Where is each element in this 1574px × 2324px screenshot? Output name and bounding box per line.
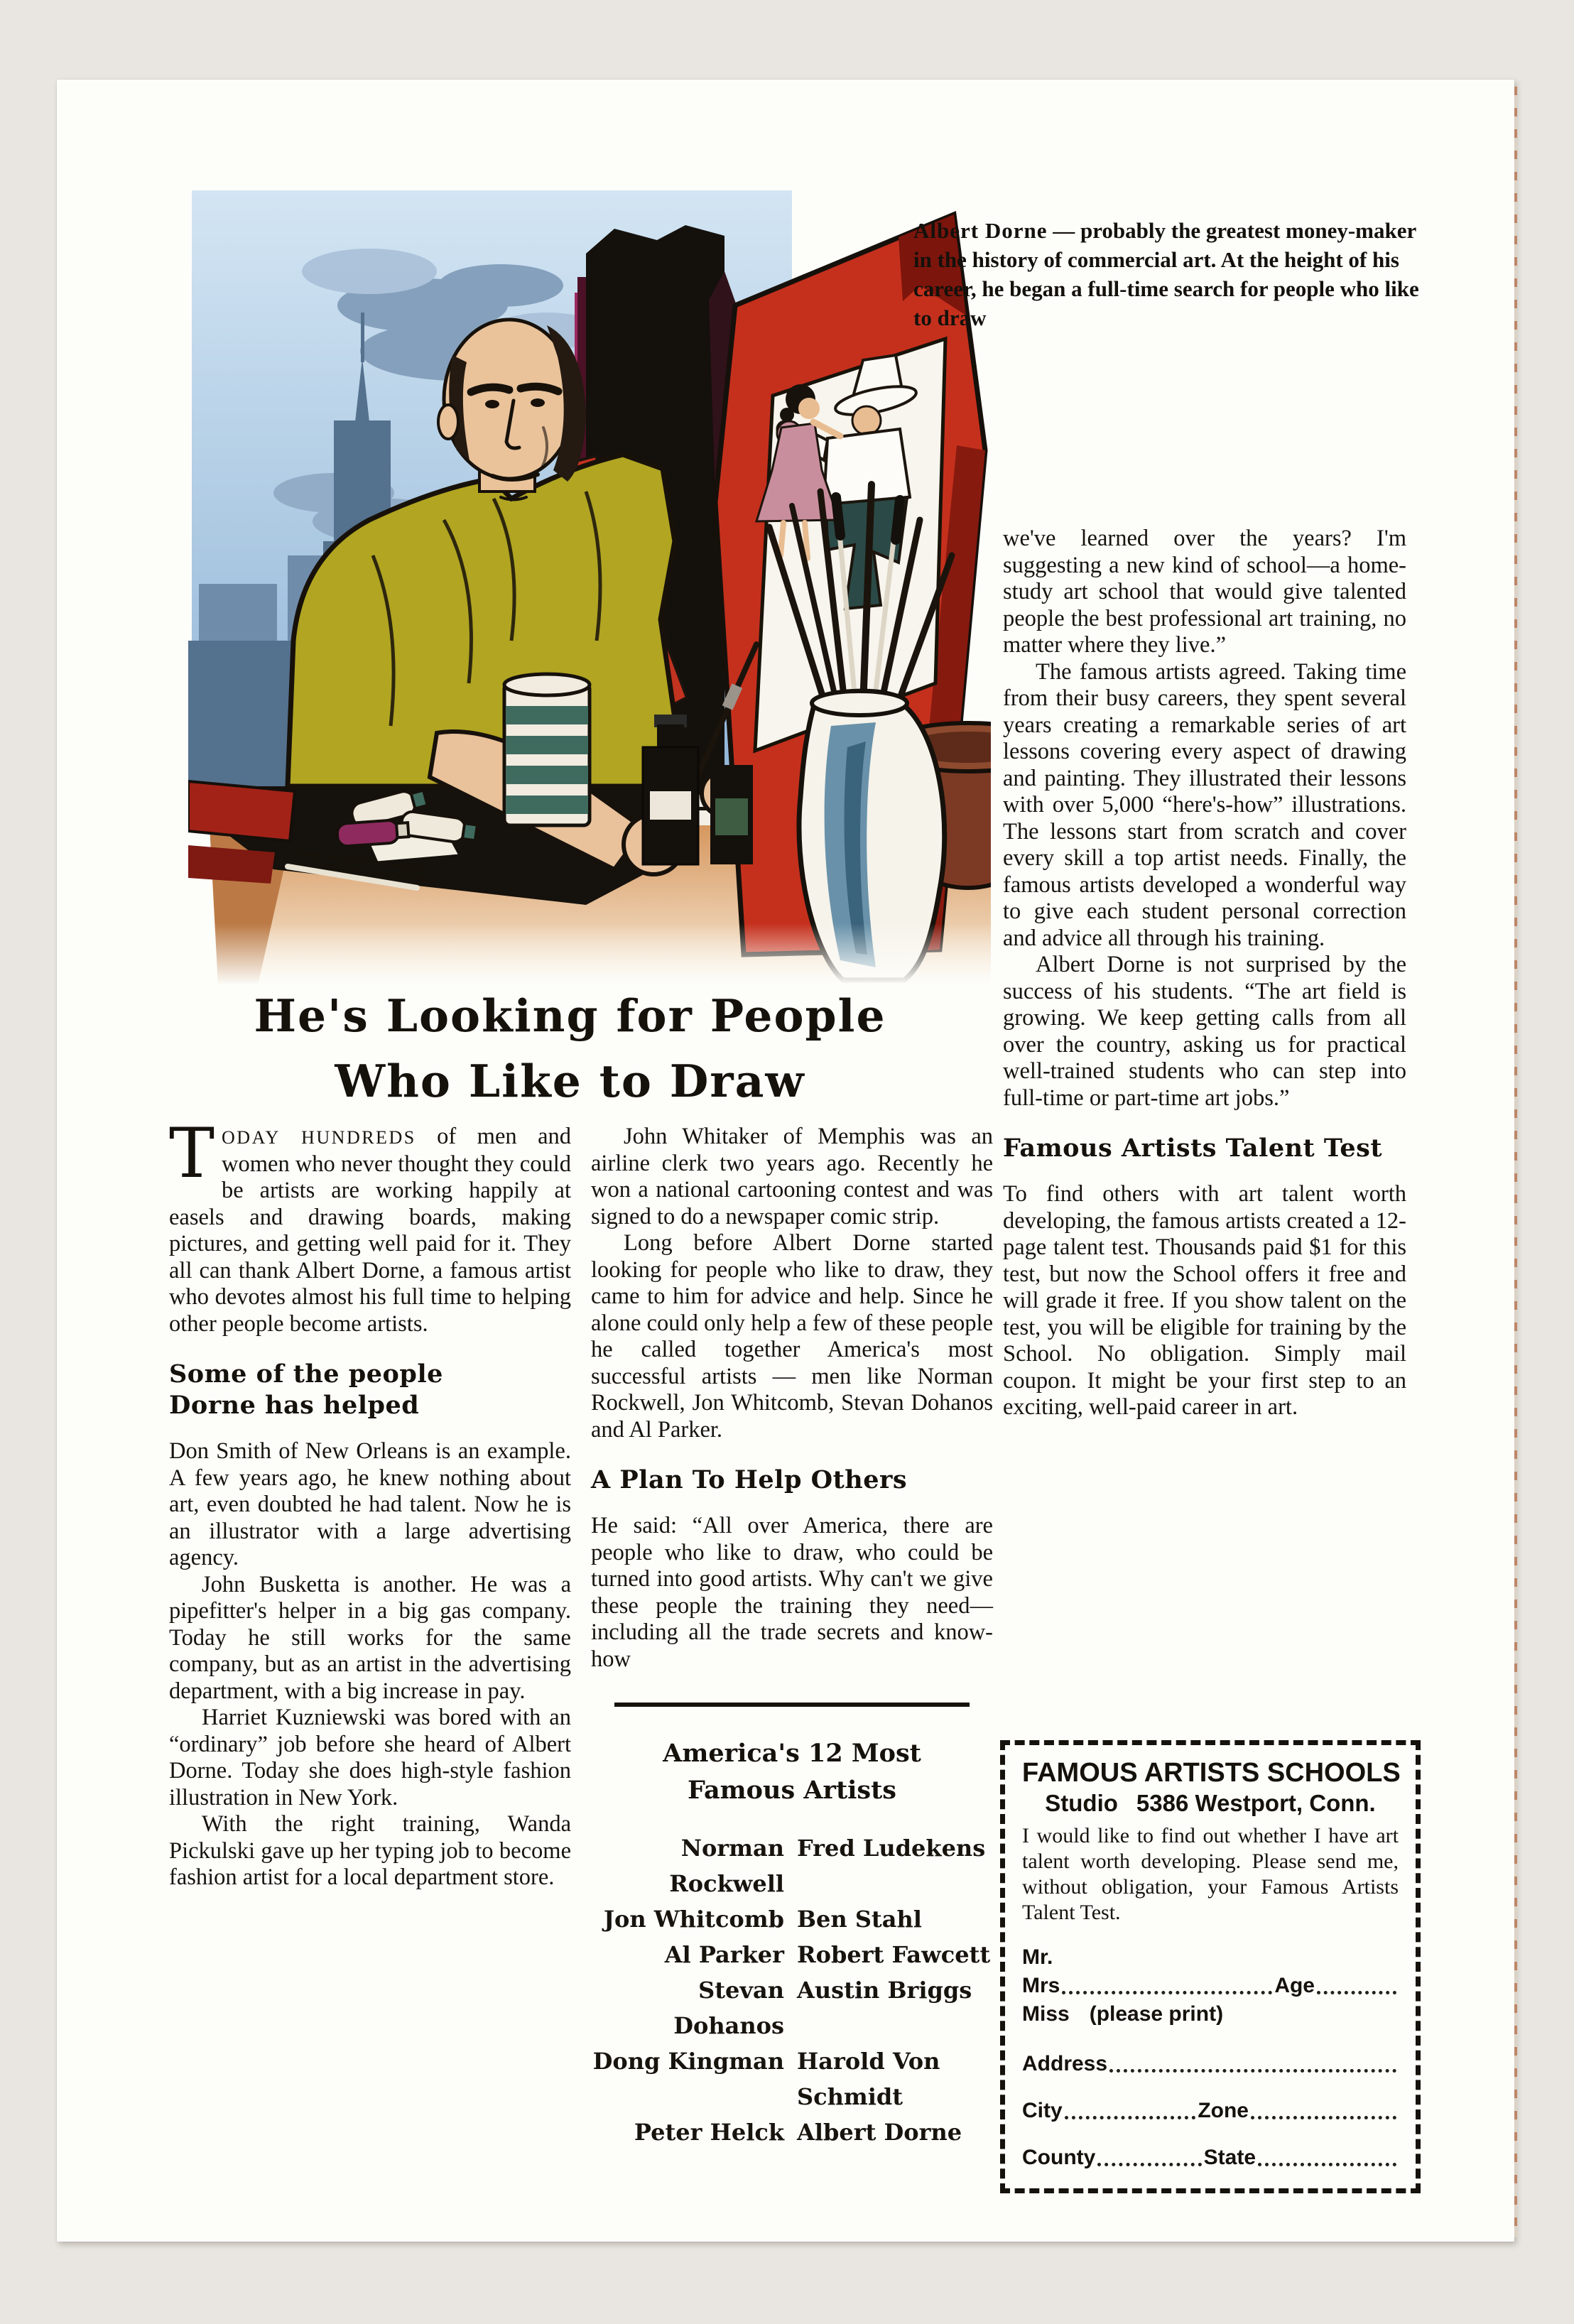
field-label: Address [1022, 2052, 1108, 2075]
zone-entry-line [1251, 2114, 1396, 2119]
artist-name: Al Parker [664, 1941, 784, 1968]
paragraph: Albert Dorne is not surprised by the success of his students. “The art field is growing. We keep getting calls from all over the country, asking us for practical well-trained students who can step into full-time or part-time art jobs.” [1003, 952, 1406, 1111]
divider-rule [614, 1703, 970, 1707]
form-row-mr [1022, 1945, 1399, 1970]
artist-name: Jon Whitcomb [603, 1906, 784, 1933]
paragraph: TODAY HUNDREDS of men and women who never thought they could be artists are working happily at easels and drawing boards, making pictures, and getting well paid for it. They all can thank Albert Dorne, a famous artist who devotes almost his full time to helping other people become artists. [169, 1114, 571, 1337]
age-entry-line [1317, 1989, 1396, 1994]
paragraph: To find others with art talent worth developing, the famous artists created a 12-page talent test. Thousands paid $1 for this test, but now the School offers it free and will grade it free. If you show talent on the test, you will be eligible for training by the School. No obligation. Simply mail coupon. It might be your first step to an exciting, well-paid career in art. [1003, 1181, 1406, 1420]
paint-cans [504, 674, 590, 825]
artist-name: Harold Von Schmidt [797, 2048, 940, 2110]
artist-name: Stevan Dohanos [673, 1977, 784, 2039]
artist-name: Fred Ludekens [797, 1835, 986, 1862]
artist-name: Dong Kingman [592, 2048, 784, 2075]
field-label: State [1203, 2146, 1256, 2169]
field-label: Mrs [1022, 1974, 1060, 1997]
headline-line1: He's Looking for People [254, 989, 886, 1042]
paragraph: With the right training, Wanda Pickulski gave up her typing job to become fashion artist for a local department store. [169, 1811, 571, 1890]
form-row-address [1022, 2052, 1399, 2076]
mail-coupon [1000, 1740, 1421, 2193]
field-hint: (please print) [1089, 2002, 1224, 2026]
section-subhead: Famous Artists Talent Test [1003, 1134, 1383, 1163]
caption-text: — probably the greatest money-maker in the history of commercial art. At the height of his career, he began a full-time search for people who like to draw [913, 218, 1419, 330]
name-entry-line [1062, 1989, 1272, 1994]
artist-name: Austin Briggs [797, 1977, 972, 2004]
column-left [169, 1114, 571, 1891]
caption-name: Albert Dorne [913, 218, 1048, 243]
headline-line2: Who Like to Draw [335, 1055, 805, 1107]
form-row-city [1022, 2099, 1399, 2123]
field-label: Mr. [1022, 1945, 1053, 1969]
foreground-fade [188, 923, 991, 985]
paragraph: John Whitaker of Memphis was an airline clerk two years ago. Recently he won a national cartooning contest and was signed to do a newspaper comic strip. [591, 1124, 993, 1229]
caption [913, 216, 1421, 332]
field-label: Age [1274, 1974, 1315, 1997]
coupon-title: FAMOUS ARTISTS SCHOOLS [1022, 1758, 1401, 1788]
column-right [1003, 526, 1406, 1421]
artist-name: Norman Rockwell [669, 1835, 784, 1897]
paragraph: we've learned over the years? I'm suggesting a new kind of school—a home-study art school that would give talented people the best professional art training, no matter where they live.” [1003, 526, 1406, 658]
artists-title: America's 12 Most Famous Artists [663, 1739, 921, 1805]
form-row-miss [1022, 2002, 1399, 2026]
page-title [124, 983, 1016, 1114]
ear [438, 405, 458, 439]
paragraph: John Busketta is another. He was a pipefitter's helper in a big gas company. Today he still works for the same company, but as an artist in the advertising department, with a big increase in pay. [169, 1571, 571, 1704]
address-entry-line [1109, 2068, 1396, 2073]
coupon-studio-line: Studio 5386 Westport, Conn. [1045, 1790, 1376, 1816]
paragraph: The famous artists agreed. Taking time from their busy careers, they spent several years creating a remarkable series of art lessons covering every aspect of drawing and painting. They illustrated their lessons with over 5,000 “here's-how” illustrations. The lessons start from scratch and cover every skill a top artist needs. Finally, the famous artists developed a wonderful way to give each student personal correction and advice all through his training. [1003, 658, 1406, 951]
field-label: Zone [1198, 2099, 1249, 2122]
field-label: County [1022, 2146, 1096, 2169]
form-row-county [1022, 2146, 1399, 2170]
column-middle [591, 1124, 993, 2150]
form-row-mrs [1022, 1974, 1399, 1998]
county-entry-line [1097, 2161, 1201, 2166]
artist-name: Peter Helck [634, 2119, 784, 2146]
coupon-body: I would like to find out whether I have art talent worth developing. Please send me, without obligation, your Famous Artists Talent Test. [1022, 1824, 1399, 1924]
paragraph: Long before Albert Dorne started looking for people who like to draw, they came to him for advice and help. Since he alone could only help a few of these people he called together America's most successful artists — men like Norman Rockwell, Jon Whitcomb, Stevan Dohanos and Al Parker. [591, 1230, 993, 1443]
section-subhead: Some of the people Dorne has helped [169, 1359, 443, 1420]
paragraph: He said: “All over America, there are people who like to draw, who could be turned into good artists. Why can't we give these people the training they need—including all the trade secrets and know-how [591, 1513, 993, 1672]
stool-slat [188, 781, 295, 841]
state-entry-line [1258, 2161, 1396, 2166]
paragraph: Don Smith of New Orleans is an example. A few years ago, he knew nothing about art, even doubted he had talent. Now he is an illustrator with a large advertising agency. [169, 1438, 571, 1570]
field-label: Miss [1022, 2002, 1070, 2026]
section-subhead: A Plan To Help Others [591, 1465, 908, 1494]
artist-name: Ben Stahl [797, 1906, 922, 1933]
lead-small-caps: ODAY HUNDREDS [222, 1127, 416, 1148]
page-edge-strip [1514, 87, 1517, 2237]
field-label: City [1022, 2099, 1063, 2122]
city-entry-line [1065, 2114, 1196, 2119]
dorne-illustration [188, 186, 991, 985]
coupon-form [1022, 1945, 1399, 2170]
artists-list [591, 1830, 993, 2150]
paragraph: Harriet Kuzniewski was bored with an “ordinary” job before she heard of Albert Dorne. Today she does high-style fashion illustration in New York. [169, 1705, 571, 1810]
artist-name: Robert Fawcett [797, 1941, 991, 1968]
drop-cap: T [169, 1114, 215, 1193]
artist-name: Albert Dorne [797, 2119, 962, 2146]
magazine-page [57, 80, 1514, 2242]
